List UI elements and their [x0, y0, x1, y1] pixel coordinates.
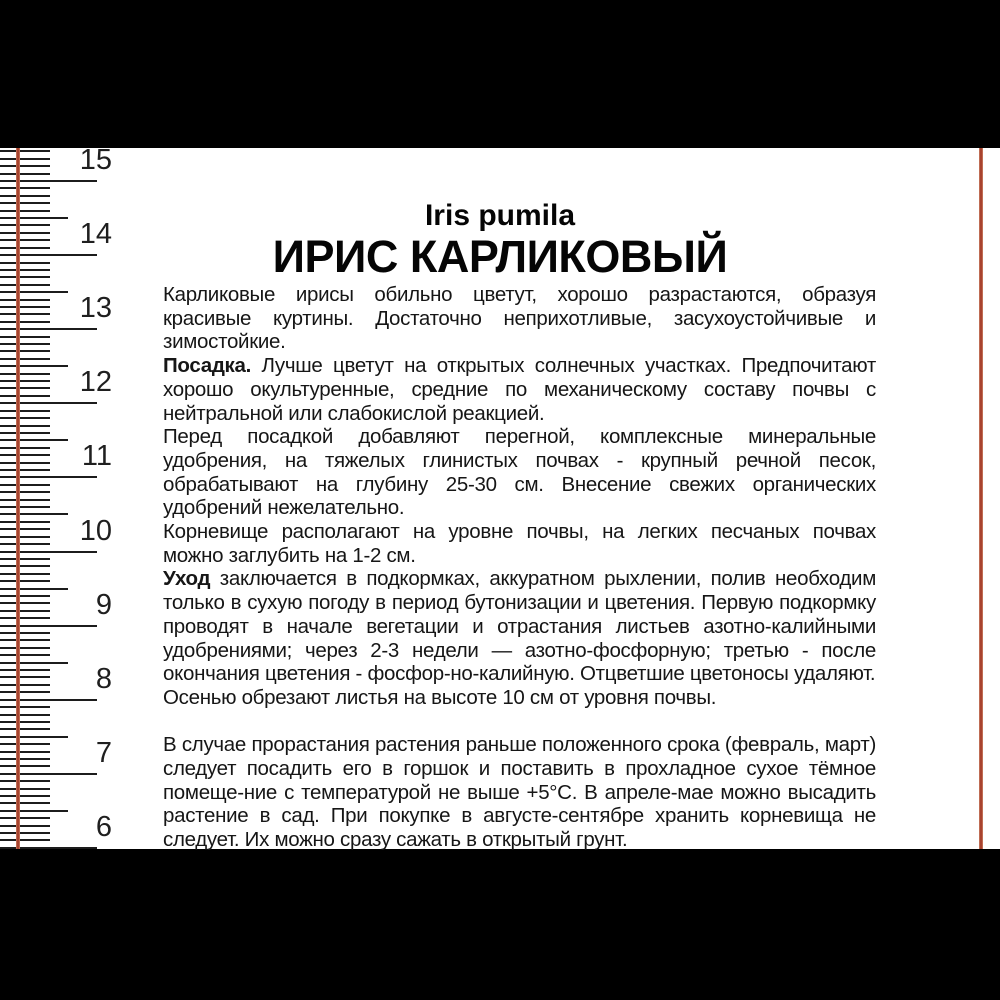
paragraph-autumn: Осенью обрезают листья на высоте 10 см от уровня почвы. [163, 685, 717, 709]
top-black-bar [0, 0, 1000, 148]
ruler-tick [0, 558, 50, 560]
paragraph-lead-care: Уход [163, 567, 211, 591]
ruler-tick [0, 358, 50, 360]
ruler-tick [0, 647, 50, 649]
ruler-tick [0, 795, 50, 797]
ruler-number: 7 [95, 736, 112, 769]
paragraph-rhizome: Корневище располагают на уровне почвы, на легких песчаных почвах можно заглубить на 1-2 см. [163, 520, 876, 567]
ruler-tick [0, 847, 97, 849]
ruler-tick [0, 780, 50, 782]
right-red-line [979, 148, 983, 849]
ruler-tick [0, 699, 97, 701]
ruler-tick [0, 706, 50, 708]
ruler-tick [0, 573, 50, 575]
ruler-tick [0, 284, 50, 286]
paragraph-lead-planting: Посадка. [163, 354, 252, 378]
paragraph-intro: Карликовые ирисы обильно цветут, хорошо разрастаются, образуя красивые куртины. Достаточно неприхотливые, засухоустойчивые и зимостойкие. [163, 283, 876, 354]
paragraph-soil: Перед посадкой добавляют перегной, комплексные минеральные удобрения, на тяжелых глинистых почвах - крупный речной песок, обрабатывают на глубину 25-30 см. Внесение свежих органических удобрений нежелательно. [163, 425, 876, 520]
ruler-number: 12 [79, 366, 112, 399]
ruler-number: 6 [95, 810, 112, 843]
ruler-tick [0, 476, 97, 478]
ruler-tick [0, 410, 50, 412]
ruler-tick [0, 402, 97, 404]
ruler-tick [0, 632, 50, 634]
ruler-tick [0, 728, 50, 730]
bottom-black-bar [0, 849, 1000, 1000]
ruler-red-line [16, 148, 20, 849]
ruler-tick [0, 336, 50, 338]
ruler-tick [0, 180, 97, 182]
ruler-tick [0, 625, 97, 627]
ruler-tick [0, 639, 50, 641]
ruler-tick [0, 195, 50, 197]
ruler-number: 8 [95, 662, 112, 695]
ruler-tick [0, 802, 50, 804]
ruler-tick [0, 721, 50, 723]
paragraph-planting: Посадка. Лучше цветут на открытых солнечных участках. Предпочитают хорошо окультуренные, средние по механическому составу почвы с нейтральной или слабокислой реакцией. [163, 354, 877, 425]
ruler-tick [0, 565, 50, 567]
paragraph-care: Уход заключается в подкормках, аккуратном рыхлении, полив необходим только в сухую погоду в период бутонизации и цветения. Первую подкормку проводят в начале вегетации и отрастания листьев азотно-калийными удобрениями; через 2-3 недели — азотно-фосфорную; третью - после окончания цветения - фосфор-но-калийную. Отцветшие цветоносы удаляют. [163, 567, 876, 686]
ruler-tick [0, 788, 50, 790]
ruler-tick [0, 343, 50, 345]
ruler-number: 10 [79, 514, 112, 547]
ruler-number: 9 [95, 588, 112, 621]
ruler-number: 14 [79, 218, 112, 251]
ruler-number: 13 [79, 292, 112, 325]
ruler-tick [0, 773, 97, 775]
ruler-tick [0, 714, 50, 716]
ruler-tick [0, 187, 50, 189]
ruler-tick [0, 491, 50, 493]
latin-plant-name: Iris pumila [424, 199, 576, 232]
ruler-tick [0, 417, 50, 419]
ruler-tick [0, 580, 50, 582]
ruler-tick [0, 499, 50, 501]
ruler-tick [0, 350, 50, 352]
page-title: ИРИС КАРЛИКОВЫЙ [272, 231, 728, 282]
ruler-tick [0, 328, 97, 330]
ruler-tick [0, 484, 50, 486]
header [0, 200, 1000, 280]
ruler-tick [0, 551, 97, 553]
ruler-number: 15 [79, 144, 112, 176]
ruler-tick [0, 654, 50, 656]
paragraph-early-sprouting: В случае прорастания растения раньше положенного срока (февраль, март) следует посадить его в горшок и поставить в прохладное сухое тёмное помеще-ние с температурой не выше +5°С. В апреле-мае можно высадить растение в сад. При покупке в августе-сентябре хранить корневища не следует. Их можно сразу сажать в открытый грунт. [163, 733, 876, 852]
ruler-tick [0, 425, 50, 427]
ruler-tick [0, 506, 50, 508]
ruler-tick [0, 432, 50, 434]
description-text [163, 283, 876, 852]
ruler-number: 11 [81, 440, 112, 473]
